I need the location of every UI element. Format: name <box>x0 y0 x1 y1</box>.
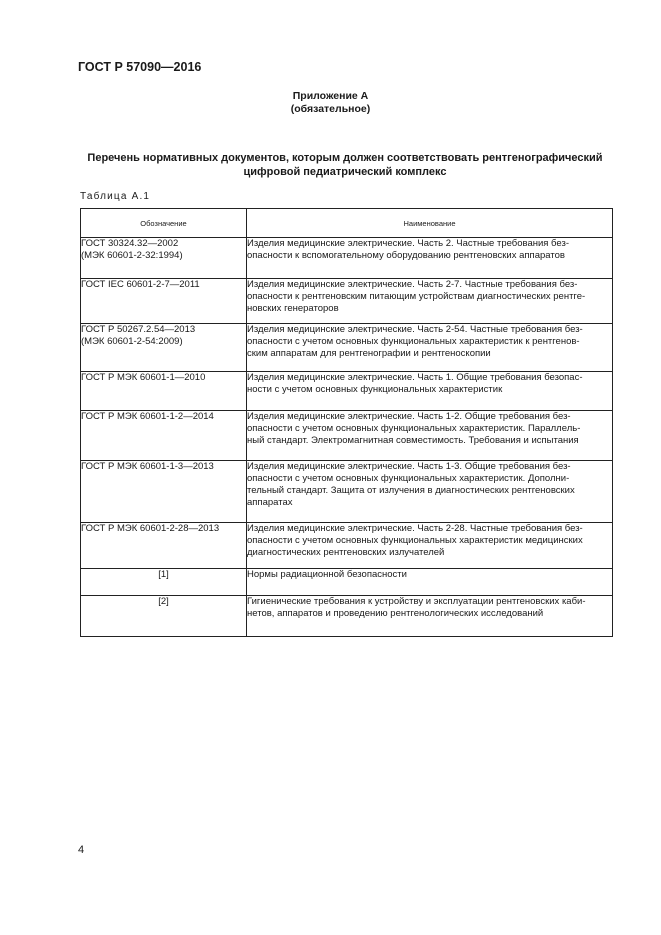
table-header-row <box>81 209 613 238</box>
designation-line: (МЭК 60601-2-32:1994) <box>81 250 183 261</box>
name-line: ским аппаратам для рентгенографии и рентгеноскопии <box>247 348 491 359</box>
table-row <box>81 279 613 324</box>
designation-cell <box>81 279 247 324</box>
appendix-status: (обязательное) <box>290 103 371 115</box>
name-line: опасности к вспомогательному оборудованию рентгеновских аппаратов <box>247 250 565 261</box>
name-line: ности с учетом основных функциональных характеристик <box>247 384 503 395</box>
name-line: ный стандарт. Электромагнитная совместимость. Требования и испытания <box>247 435 579 446</box>
name-cell <box>247 411 613 461</box>
name-line: Изделия медицинские электрические. Часть 2. Частные требования без- <box>247 238 569 249</box>
table-row <box>81 523 613 569</box>
designation-line: [1] <box>158 569 169 580</box>
name-cell <box>247 596 613 637</box>
designation-cell <box>81 238 247 279</box>
designation-line: ГОСТ Р МЭК 60601-2-28—2013 <box>81 523 220 534</box>
table-row <box>81 372 613 411</box>
name-cell <box>247 569 613 596</box>
name-line: Изделия медицинские электрические. Часть 1-2. Общие требования без- <box>247 411 571 422</box>
name-cell <box>247 523 613 569</box>
column-header-name: Наименование <box>247 209 613 238</box>
name-cell <box>247 238 613 279</box>
name-line: опасности к рентгеновским питающим устройствам диагностических рентге- <box>247 291 586 302</box>
document-title-line: Перечень нормативных документов, которым должен соответствовать рентгенографический <box>87 152 603 164</box>
page-number: 4 <box>78 844 85 856</box>
name-line: Изделия медицинские электрические. Часть 2-7. Частные требования без- <box>247 279 578 290</box>
name-line: опасности с учетом основных функциональных характеристик медицинских <box>247 535 583 546</box>
table-row <box>81 324 613 372</box>
name-cell <box>247 461 613 523</box>
designation-cell <box>81 523 247 569</box>
document-code: ГОСТ Р 57090—2016 <box>78 60 202 74</box>
designation-line: (МЭК 60601-2-54:2009) <box>81 336 183 347</box>
document-title-line: цифровой педиатрический комплекс <box>243 165 447 178</box>
name-cell <box>247 324 613 372</box>
designation-line: ГОСТ IEC 60601-2-7—2011 <box>81 279 200 290</box>
designation-line: ГОСТ Р МЭК 60601-1-3—2013 <box>81 461 214 472</box>
name-line: Изделия медицинские электрические. Часть 2-28. Частные требования без- <box>247 523 583 534</box>
designation-cell <box>81 596 247 637</box>
document-title <box>80 152 610 179</box>
name-line: Изделия медицинские электрические. Часть 1-3. Общие требования без- <box>247 461 571 472</box>
name-line: диагностических рентгеновских излучателей <box>247 547 445 558</box>
name-line: Гигиенические требования к устройству и эксплуатации рентгеновских каби- <box>247 596 586 607</box>
table-row <box>81 569 613 596</box>
designation-line: ГОСТ Р МЭК 60601-1-2—2014 <box>81 411 214 422</box>
name-line: опасности с учетом основных функциональных характеристик к рентгенов- <box>247 336 580 347</box>
standards-table <box>80 208 613 637</box>
appendix-label: Приложение А <box>292 90 369 102</box>
name-line: Изделия медицинские электрические. Часть 2-54. Частные требования без- <box>247 324 583 335</box>
name-line: нетов, аппаратов и проведению рентгенологических исследований <box>247 608 544 619</box>
designation-line: ГОСТ Р 50267.2.54—2013 <box>81 324 196 335</box>
table-caption: Таблица А.1 <box>80 191 151 202</box>
designation-cell <box>81 569 247 596</box>
name-line: тельный стандарт. Защита от излучения в диагностических рентгеновских <box>247 485 575 496</box>
designation-cell <box>81 324 247 372</box>
name-line: опасности с учетом основных функциональных характеристик. Дополни- <box>247 473 570 484</box>
designation-line: [2] <box>158 596 169 607</box>
designation-line: ГОСТ 30324.32—2002 <box>81 238 179 249</box>
designation-cell <box>81 461 247 523</box>
name-line: аппаратах <box>247 497 293 508</box>
name-cell <box>247 372 613 411</box>
name-line: новских генераторов <box>247 303 339 314</box>
name-line: Нормы радиационной безопасности <box>247 569 407 580</box>
designation-cell <box>81 411 247 461</box>
table-row <box>81 238 613 279</box>
name-line: Изделия медицинские электрические. Часть 1. Общие требования безопас- <box>247 372 583 383</box>
table-row <box>81 596 613 637</box>
table-row <box>81 411 613 461</box>
column-header-designation: Обозначение <box>81 209 247 238</box>
table-row <box>81 461 613 523</box>
designation-line: ГОСТ Р МЭК 60601-1—2010 <box>81 372 206 383</box>
name-line: опасности с учетом основных функциональных характеристик. Параллель- <box>247 423 581 434</box>
designation-cell <box>81 372 247 411</box>
name-cell <box>247 279 613 324</box>
